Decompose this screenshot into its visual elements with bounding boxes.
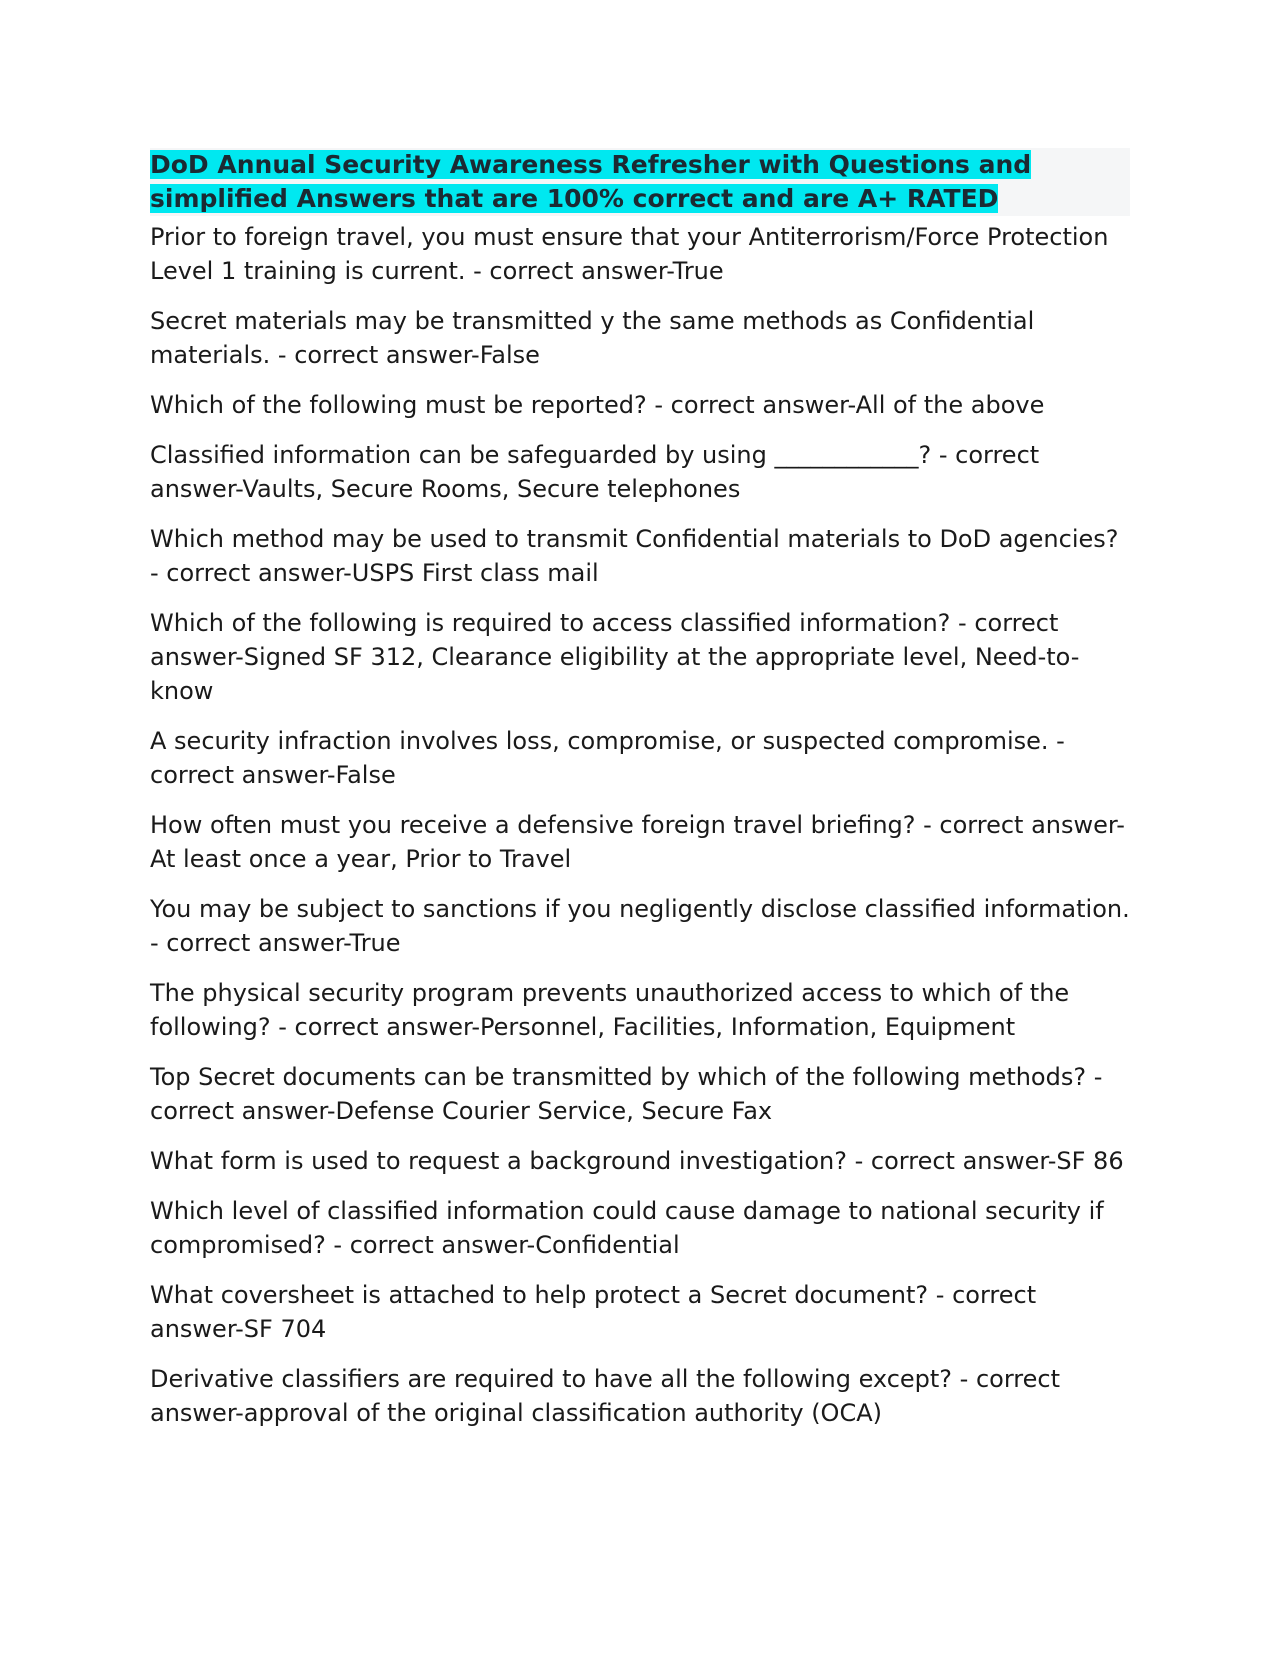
qa-item: What form is used to request a background investigation? - correct answer-SF 86: [150, 1147, 1124, 1175]
qa-item: Classified information can be safeguarded by using ____________? - correct answer-Vaults, Secure Rooms, Secure telephones: [150, 441, 1040, 503]
qa-item: Secret materials may be transmitted y the same methods as Confidential materials. - correct answer-False: [150, 307, 1035, 369]
title-highlight: DoD Annual Security Awareness Refresher with Questions and simplified Answers that are 100% correct and are A+ RATED: [150, 150, 1032, 213]
qa-item: Prior to foreign travel, you must ensure that your Antiterrorism/Force Protection Level 1 training is current. - correct answer-True: [150, 223, 1109, 285]
qa-item: Top Secret documents can be transmitted by which of the following methods? - correct answer-Defense Courier Service, Secure Fax: [150, 1063, 1103, 1125]
document-body: [150, 148, 1130, 1446]
qa-item: A security infraction involves loss, compromise, or suspected compromise. - correct answer-False: [150, 727, 1065, 789]
qa-item: Which of the following is required to access classified information? - correct answer-Signed SF 312, Clearance eligibility at the appropriate level, Need-to-know: [150, 609, 1080, 705]
document-title: [150, 148, 1130, 216]
qa-item: The physical security program prevents unauthorized access to which of the following? - correct answer-Personnel, Facilities, Information, Equipment: [150, 979, 1070, 1041]
qa-item: Derivative classifiers are required to have all the following except? - correct answer-approval of the original classification authority (OCA): [150, 1365, 1060, 1427]
qa-item: Which method may be used to transmit Confidential materials to DoD agencies? - correct answer-USPS First class mail: [150, 525, 1119, 587]
qa-item: Which level of classified information could cause damage to national security if compromised? - correct answer-Confidential: [150, 1197, 1104, 1259]
qa-item: How often must you receive a defensive foreign travel briefing? - correct answer-At least once a year, Prior to Travel: [150, 811, 1125, 873]
qa-item: Which of the following must be reported? - correct answer-All of the above: [150, 391, 1045, 419]
qa-item: You may be subject to sanctions if you negligently disclose classified information. - correct answer-True: [150, 895, 1130, 957]
qa-item: What coversheet is attached to help protect a Secret document? - correct answer-SF 704: [150, 1281, 1037, 1343]
title-block: [150, 148, 1130, 216]
